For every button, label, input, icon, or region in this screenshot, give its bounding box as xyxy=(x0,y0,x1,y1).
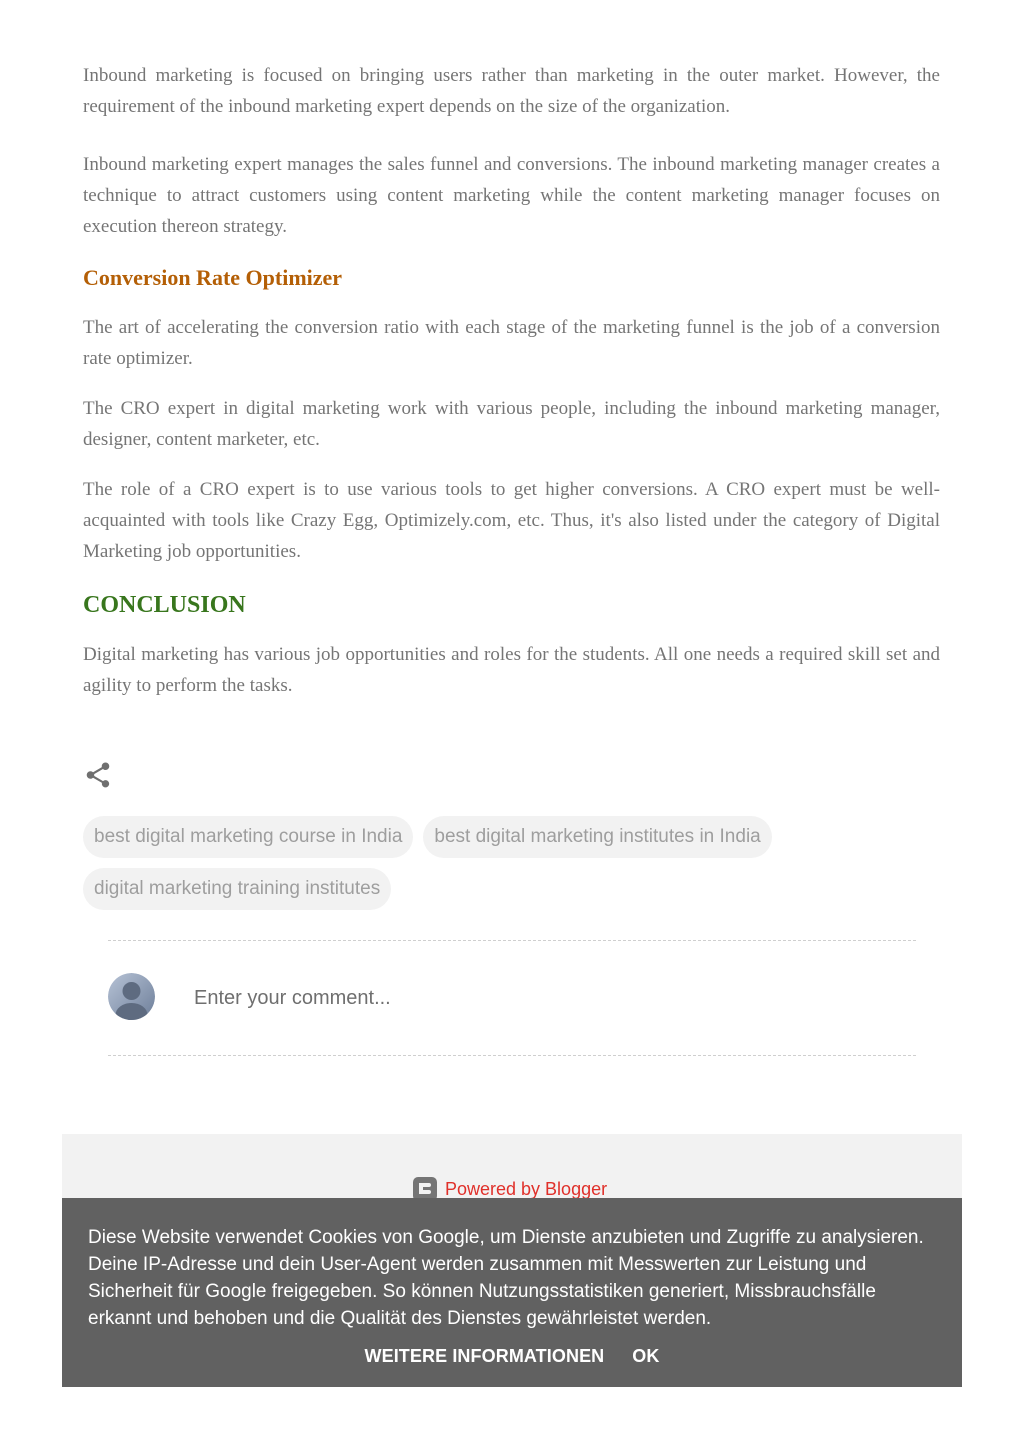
ok-button[interactable]: OK xyxy=(632,1346,660,1366)
powered-by-label[interactable]: Powered by Blogger xyxy=(445,1178,608,1199)
post-paragraph: Inbound marketing is focused on bringing users rather than marketing in the outer market. However, the requirement of the inbound marketing expert depends on the size of the organization. xyxy=(83,65,940,117)
more-info-button[interactable]: WEITERE INFORMATIONEN xyxy=(364,1346,605,1366)
avatar xyxy=(108,973,155,1020)
post-paragraph: The CRO expert in digital marketing work with various people, including the inbound marketing manager, designer, content marketer, etc. xyxy=(83,398,940,450)
comments-divider xyxy=(108,940,916,941)
label-chip[interactable]: best digital marketing course in India xyxy=(83,816,413,858)
post-paragraph: Digital marketing has various job opportunities and roles for the students. All one needs a required skill set and agility to perform the tasks. xyxy=(83,644,940,696)
post-paragraph: Inbound marketing expert manages the sales funnel and conversions. The inbound marketing manager creates a technique to attract customers using content marketing while the content marketing manager focuses on execution thereon strategy. xyxy=(83,154,940,237)
cookie-notice xyxy=(62,1198,962,1387)
cookie-notice-text: Diese Website verwendet Cookies von Google, um Dienste anzubieten und Zugriffe zu analysieren. Deine IP-Adresse und dein User-Agent werden zusammen mit Messwerten zur Leistung und Sicherheit für Google freigegeben. So können Nutzungsstatistiken generiert, Missbrauchsfälle erkannt und behoben und die Qualität des Dienstes gewährleistet werden. xyxy=(88,1227,924,1329)
post-paragraph: The role of a CRO expert is to use various tools to get higher conversions. A CRO expert must be well-acquainted with tools like Crazy Egg, Optimizely.com, etc. Thus, it's also listed under the category of Digital Marketing job opportunities. xyxy=(83,479,940,562)
share-icon xyxy=(83,760,113,790)
post-body xyxy=(83,60,940,720)
comment-input[interactable] xyxy=(194,983,894,1013)
label-chip[interactable]: digital marketing training institutes xyxy=(83,868,391,910)
share-button[interactable] xyxy=(83,760,113,790)
post-paragraph: The art of accelerating the conversion ratio with each stage of the marketing funnel is the job of a conversion rate optimizer. xyxy=(83,317,940,369)
label-chip[interactable]: best digital marketing institutes in India xyxy=(423,816,771,858)
cookie-notice-actions xyxy=(62,1346,962,1367)
section-heading-conclusion: CONCLUSION xyxy=(83,592,246,618)
default-avatar-icon xyxy=(108,973,155,1020)
post-labels xyxy=(83,816,943,920)
section-heading-cro: Conversion Rate Optimizer xyxy=(83,265,343,290)
comments-divider xyxy=(108,1055,916,1056)
